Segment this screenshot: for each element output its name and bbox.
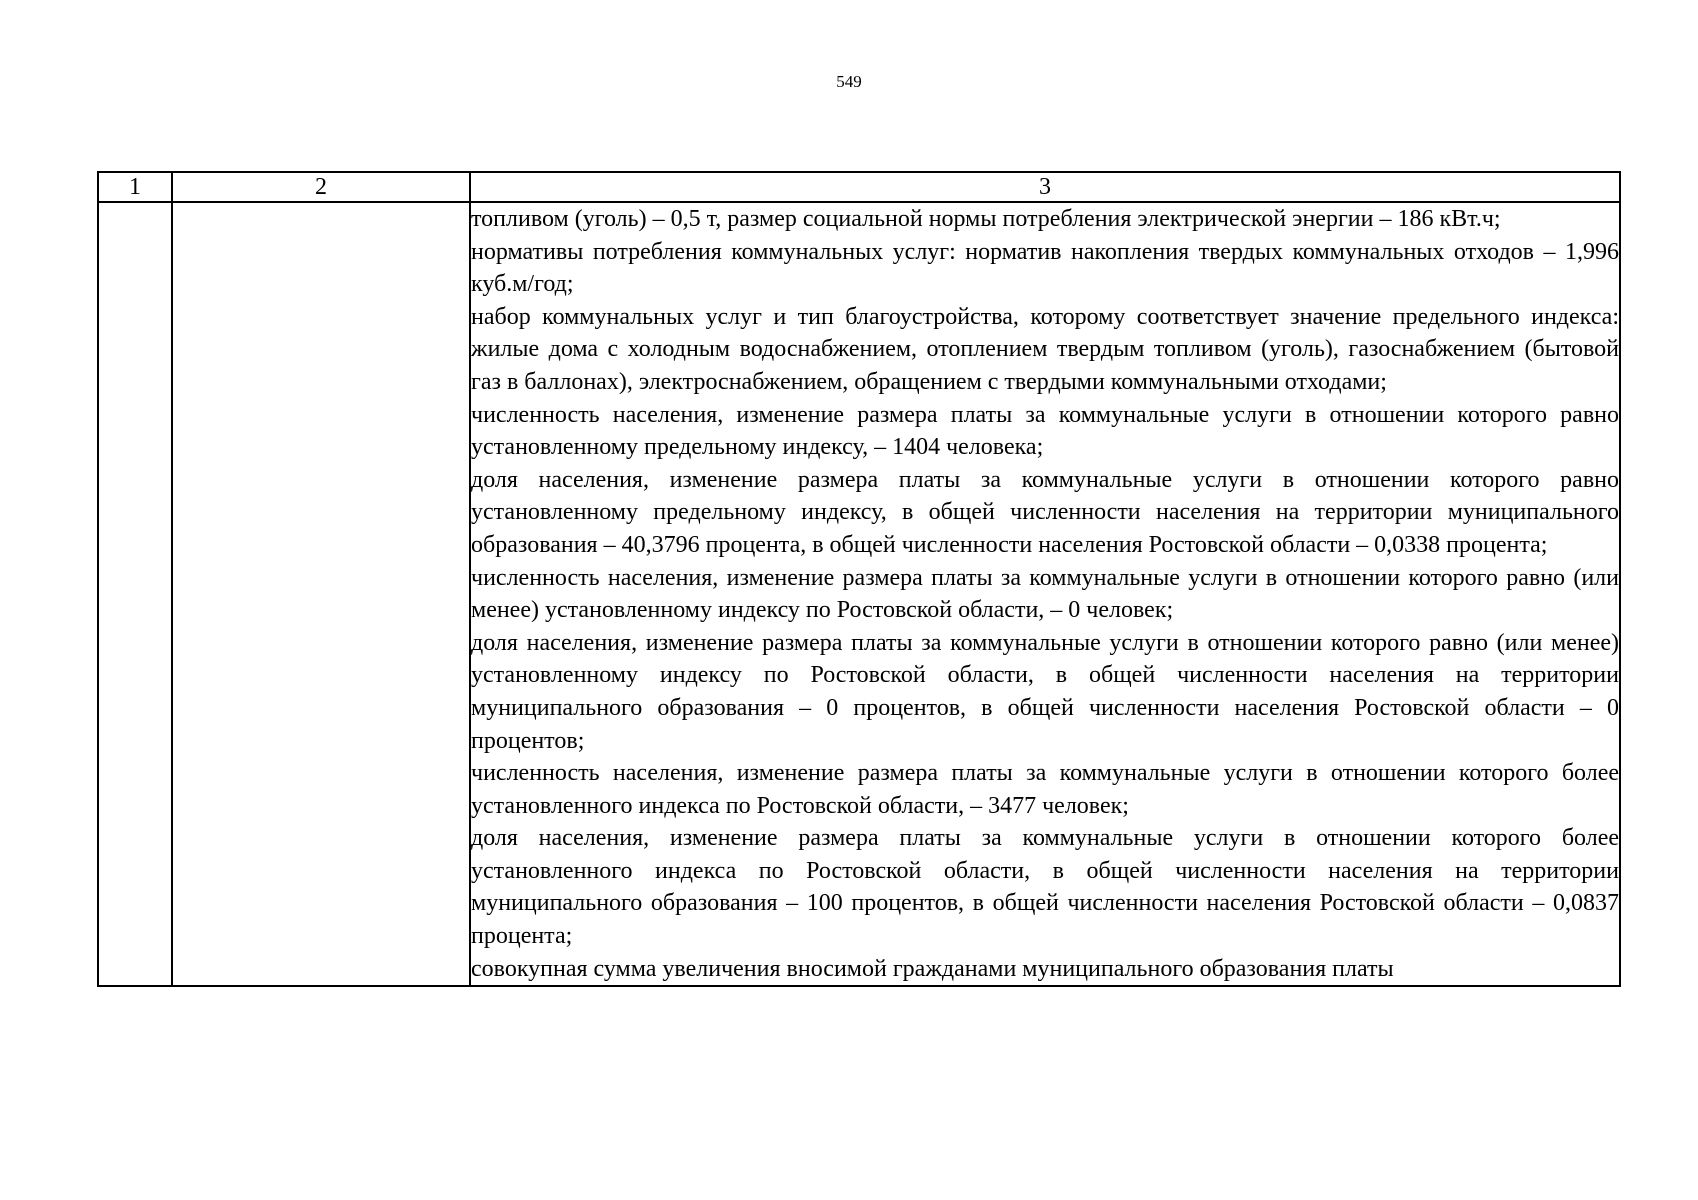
paragraph: набор коммунальных услуг и тип благоустройства, которому соответствует значение предельного индекса: жилые дома с холодным водоснабжением, отоплением твердым топливом (уголь), газоснабжением (бытовой газ в баллонах), электроснабжением, обращением с твердыми коммунальными отходами; <box>471 303 1619 395</box>
table-row <box>98 202 1620 986</box>
cell-col-3 <box>470 202 1620 986</box>
paragraph: нормативы потребления коммунальных услуг: норматив накопления твердых коммунальных отходов – 1,996 куб.м/год; <box>471 238 1619 298</box>
document-table <box>97 171 1621 987</box>
page-number: 549 <box>836 72 862 91</box>
paragraph: численность населения, изменение размера платы за коммунальные услуги в отношении которого более установленного индекса по Ростовской области, – 3477 человек; <box>471 760 1619 819</box>
paragraph: численность населения, изменение размера платы за коммунальные услуги в отношении которого равно (или менее) установленному индексу по Ростовской области, – 0 человек; <box>471 564 1619 624</box>
header-col-2: 2 <box>172 172 470 202</box>
paragraph: доля населения, изменение размера платы за коммунальные услуги в отношении которого равно (или менее) установленному индексу по Ростовской области, в общей численности населения на территории муниципального образования – 0 процентов, в общей численности населения Ростовской области – 0 процентов; <box>471 629 1619 754</box>
paragraph: доля населения, изменение размера платы за коммунальные услуги в отношении которого равно установленному предельному индексу, в общей численности населения на территории муниципального образования – 40,3796 процента, в общей численности населения Ростовской области – 0,0338 процента; <box>471 466 1619 558</box>
header-col-1: 1 <box>98 172 172 202</box>
paragraph: топливом (уголь) – 0,5 т, размер социальной нормы потребления электрической энергии – 186 кВт.ч; <box>471 206 1501 232</box>
cell-col-1 <box>98 202 172 986</box>
header-col-3: 3 <box>470 172 1620 202</box>
paragraph: доля населения, изменение размера платы за коммунальные услуги в отношении которого более установленного индекса по Ростовской области, в общей численности населения на территории муниципального образования – 100 процентов, в общей численности населения Ростовской области – 0,0837 процента; <box>471 825 1619 950</box>
paragraph: совокупная сумма увеличения вносимой гражданами муниципального образования платы <box>471 955 1394 982</box>
paragraph: численность населения, изменение размера платы за коммунальные услуги в отношении которого равно установленному предельному индексу, – 1404 человека; <box>471 401 1619 461</box>
table-header-row <box>98 172 1620 202</box>
cell-col-2 <box>172 202 470 986</box>
